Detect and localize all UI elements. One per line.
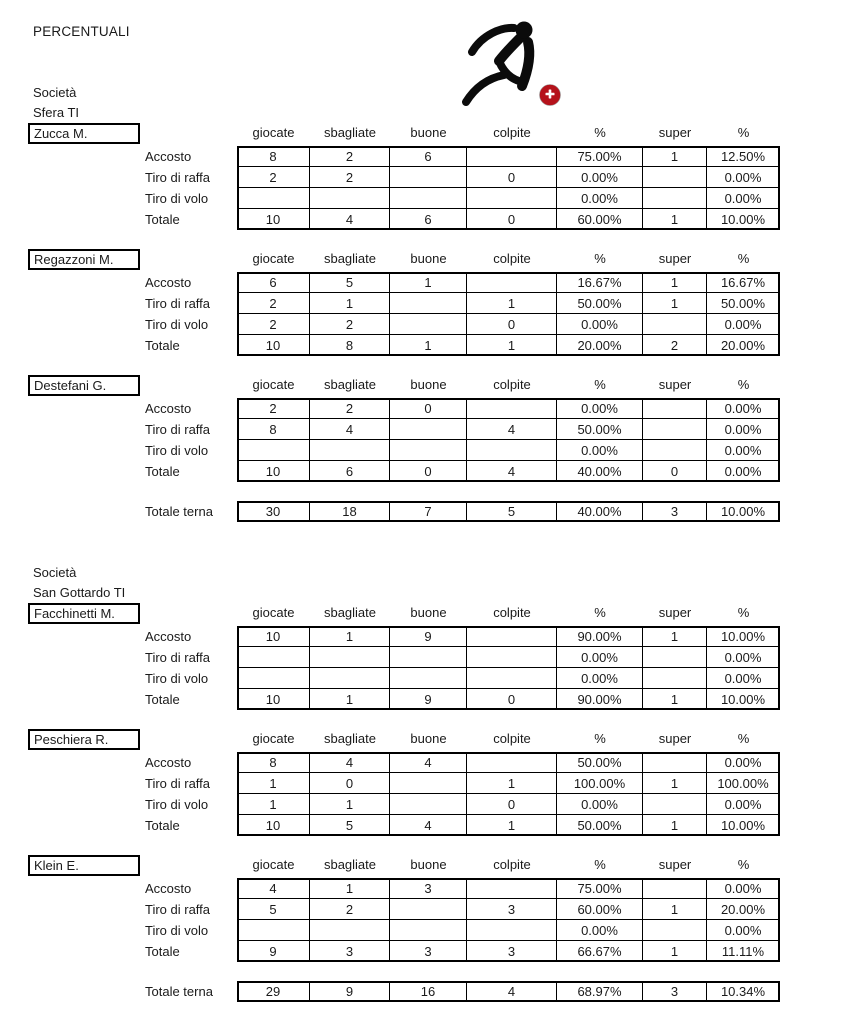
stat-cell [390, 794, 467, 815]
stat-cell: 9 [390, 689, 467, 710]
player-name-box: Facchinetti M. [28, 603, 140, 624]
stat-cell [237, 668, 310, 689]
stat-cell [643, 314, 707, 335]
total-stat-cell: 3 [643, 981, 707, 1002]
stat-cell [310, 440, 390, 461]
stat-cell [643, 440, 707, 461]
column-header: sbagliate [323, 857, 377, 872]
stat-cell: 66.67% [557, 941, 643, 962]
row-label: Accosto [145, 401, 192, 416]
stat-cell: 20.00% [707, 335, 780, 356]
stat-cell [390, 314, 467, 335]
stat-cell: 16.67% [707, 272, 780, 293]
stat-cell: 0.00% [707, 878, 780, 899]
stat-cell: 0.00% [707, 398, 780, 419]
stat-cell: 50.00% [557, 293, 643, 314]
player-stats-table [28, 123, 850, 230]
stat-cell: 1 [643, 146, 707, 167]
column-header: giocate [252, 125, 295, 140]
column-header: sbagliate [323, 731, 377, 746]
player-stats-table [28, 249, 850, 356]
society-name: San Gottardo TI [33, 585, 126, 600]
total-stat-cell: 30 [237, 501, 310, 522]
player-block [28, 729, 850, 836]
stat-cell: 3 [390, 878, 467, 899]
total-stat-cell: 40.00% [557, 501, 643, 522]
total-row-label: Totale terna [145, 504, 213, 519]
stat-cell [467, 752, 557, 773]
total-stat-cell: 29 [237, 981, 310, 1002]
stat-cell: 2 [643, 335, 707, 356]
player-name-box: Peschiera R. [28, 729, 140, 750]
stat-cell [467, 188, 557, 209]
row-label: Tiro di raffa [145, 650, 211, 665]
stat-cell: 4 [310, 752, 390, 773]
player-name-box: Klein E. [28, 855, 140, 876]
stat-cell: 4 [390, 752, 467, 773]
column-header: super [658, 857, 692, 872]
total-stat-cell: 10.00% [707, 501, 780, 522]
stat-cell: 1 [310, 878, 390, 899]
column-header: giocate [252, 251, 295, 266]
stat-cell: 0 [467, 209, 557, 230]
stat-cell [390, 440, 467, 461]
stat-cell: 8 [310, 335, 390, 356]
row-label: Tiro di raffa [145, 776, 211, 791]
stat-cell: 1 [390, 272, 467, 293]
stat-cell [237, 440, 310, 461]
stat-cell [390, 773, 467, 794]
stat-cell: 5 [310, 815, 390, 836]
stat-cell [390, 899, 467, 920]
stat-cell: 4 [467, 419, 557, 440]
stat-cell: 1 [237, 773, 310, 794]
column-header: sbagliate [323, 251, 377, 266]
player-name-box: Regazzoni M. [28, 249, 140, 270]
stat-cell: 10.00% [707, 689, 780, 710]
stat-cell: 20.00% [557, 335, 643, 356]
stat-cell [643, 878, 707, 899]
row-label: Tiro di volo [145, 671, 209, 686]
column-header: sbagliate [323, 605, 377, 620]
column-header: colpite [493, 605, 531, 620]
stat-cell: 0.00% [707, 794, 780, 815]
stat-cell: 4 [310, 419, 390, 440]
stat-cell: 1 [310, 293, 390, 314]
stat-cell: 0.00% [557, 794, 643, 815]
stat-cell: 3 [390, 941, 467, 962]
column-header: giocate [252, 377, 295, 392]
column-header: % [594, 251, 606, 266]
row-label: Accosto [145, 629, 192, 644]
society-block [28, 83, 850, 123]
stat-cell: 6 [310, 461, 390, 482]
stat-cell [643, 647, 707, 668]
row-label: Accosto [145, 275, 192, 290]
stat-cell: 10 [237, 815, 310, 836]
row-label: Totale [145, 338, 180, 353]
stat-cell: 0.00% [557, 920, 643, 941]
column-header: giocate [252, 731, 295, 746]
stat-cell: 75.00% [557, 878, 643, 899]
column-header: giocate [252, 857, 295, 872]
stat-cell: 0.00% [707, 920, 780, 941]
stat-cell [390, 920, 467, 941]
stat-cell: 10.00% [707, 209, 780, 230]
stat-cell: 4 [237, 878, 310, 899]
stat-cell: 0 [390, 398, 467, 419]
stat-cell: 0.00% [707, 461, 780, 482]
player-stats-table [28, 375, 850, 482]
stat-cell: 1 [467, 335, 557, 356]
row-label: Tiro di volo [145, 191, 209, 206]
player-stats-table [28, 729, 850, 836]
column-header: sbagliate [323, 377, 377, 392]
player-block [28, 123, 850, 230]
stat-cell: 1 [643, 815, 707, 836]
stat-cell: 0.00% [557, 398, 643, 419]
stat-cell [467, 626, 557, 647]
stat-cell [643, 419, 707, 440]
column-header: giocate [252, 605, 295, 620]
stat-cell [237, 647, 310, 668]
stat-cell: 5 [310, 272, 390, 293]
row-label: Tiro di volo [145, 923, 209, 938]
stat-cell [390, 167, 467, 188]
page-title: PERCENTUALI [33, 24, 130, 39]
stat-cell: 2 [237, 398, 310, 419]
stat-cell: 0.00% [707, 752, 780, 773]
stat-cell: 1 [643, 941, 707, 962]
player-block [28, 603, 850, 710]
row-label: Tiro di raffa [145, 422, 211, 437]
stat-cell: 0.00% [707, 419, 780, 440]
stat-cell: 11.11% [707, 941, 780, 962]
stat-cell: 0.00% [557, 440, 643, 461]
stat-cell: 2 [237, 293, 310, 314]
stat-cell: 2 [237, 167, 310, 188]
total-stat-cell: 9 [310, 981, 390, 1002]
stat-cell [643, 794, 707, 815]
stat-cell: 0 [467, 794, 557, 815]
total-stat-cell: 68.97% [557, 981, 643, 1002]
row-label: Accosto [145, 149, 192, 164]
column-header: super [658, 605, 692, 620]
column-header: % [594, 605, 606, 620]
stat-cell [310, 647, 390, 668]
stat-cell: 0.00% [707, 188, 780, 209]
row-label: Totale [145, 464, 180, 479]
row-label: Totale [145, 692, 180, 707]
stat-cell: 10.00% [707, 626, 780, 647]
column-header: % [737, 857, 750, 872]
stat-cell: 1 [643, 293, 707, 314]
stat-cell: 1 [390, 335, 467, 356]
player-block [28, 375, 850, 482]
stat-cell: 10 [237, 689, 310, 710]
stat-cell [390, 188, 467, 209]
stat-cell: 8 [237, 146, 310, 167]
stat-cell: 100.00% [557, 773, 643, 794]
stat-cell: 75.00% [557, 146, 643, 167]
stat-cell [643, 668, 707, 689]
stat-cell: 8 [237, 419, 310, 440]
team-total-row [28, 501, 850, 522]
stat-cell: 2 [310, 167, 390, 188]
stat-cell: 2 [310, 899, 390, 920]
stat-cell: 90.00% [557, 626, 643, 647]
row-label: Tiro di volo [145, 797, 209, 812]
stat-cell: 1 [643, 899, 707, 920]
stat-cell [390, 419, 467, 440]
column-header: % [594, 377, 606, 392]
society-block [28, 563, 850, 603]
stat-cell [390, 293, 467, 314]
stat-cell: 2 [310, 398, 390, 419]
column-header: super [658, 251, 692, 266]
player-block [28, 855, 850, 962]
stat-cell: 0.00% [557, 314, 643, 335]
stat-cell [390, 668, 467, 689]
stat-cell [237, 920, 310, 941]
stat-cell [467, 146, 557, 167]
row-label: Totale [145, 944, 180, 959]
column-header: % [594, 731, 606, 746]
total-stat-cell: 7 [390, 501, 467, 522]
row-label: Totale [145, 818, 180, 833]
stat-cell: 0.00% [557, 167, 643, 188]
total-stat-cell: 5 [467, 501, 557, 522]
row-label: Tiro di volo [145, 443, 209, 458]
column-header: buone [410, 125, 447, 140]
stat-cell [643, 398, 707, 419]
total-stat-cell: 18 [310, 501, 390, 522]
total-row-label: Totale terna [145, 984, 213, 999]
stat-cell: 3 [467, 899, 557, 920]
stat-cell: 0.00% [707, 314, 780, 335]
stat-cell: 9 [390, 626, 467, 647]
row-label: Tiro di raffa [145, 902, 211, 917]
column-header: buone [410, 857, 447, 872]
stat-cell: 10 [237, 209, 310, 230]
row-label: Tiro di raffa [145, 296, 211, 311]
column-header: colpite [493, 251, 531, 266]
stat-cell: 0 [467, 314, 557, 335]
stat-cell: 60.00% [557, 209, 643, 230]
stat-cell: 0.00% [707, 167, 780, 188]
total-stat-cell: 16 [390, 981, 467, 1002]
bocce-player-logo-icon [458, 18, 570, 108]
stat-cell [467, 878, 557, 899]
stat-cell [643, 188, 707, 209]
total-stat-cell: 3 [643, 501, 707, 522]
player-stats-table [28, 855, 850, 962]
stat-cell [310, 188, 390, 209]
column-header: buone [410, 251, 447, 266]
stat-cell: 100.00% [707, 773, 780, 794]
column-header: % [737, 125, 750, 140]
team-total-row [28, 981, 850, 1002]
stat-cell [467, 272, 557, 293]
stat-cell: 6 [237, 272, 310, 293]
stat-cell: 1 [237, 794, 310, 815]
stat-cell: 0.00% [557, 188, 643, 209]
stat-cell: 16.67% [557, 272, 643, 293]
stat-cell: 2 [310, 314, 390, 335]
stat-cell: 2 [310, 146, 390, 167]
stat-cell: 50.00% [557, 419, 643, 440]
stat-cell: 1 [643, 689, 707, 710]
stat-cell: 50.00% [707, 293, 780, 314]
column-header: colpite [493, 731, 531, 746]
stat-cell: 0 [310, 773, 390, 794]
stat-cell: 1 [643, 272, 707, 293]
stat-cell [643, 167, 707, 188]
player-block [28, 249, 850, 356]
player-stats-table [28, 603, 850, 710]
row-label: Accosto [145, 881, 192, 896]
stat-cell: 10 [237, 461, 310, 482]
stat-cell [643, 752, 707, 773]
stat-cell [643, 920, 707, 941]
stat-cell: 1 [467, 773, 557, 794]
stat-cell: 10.00% [707, 815, 780, 836]
stat-cell: 9 [237, 941, 310, 962]
stat-cell: 1 [310, 689, 390, 710]
column-header: colpite [493, 125, 531, 140]
stat-cell: 8 [237, 752, 310, 773]
stat-cell: 90.00% [557, 689, 643, 710]
stat-cell: 4 [467, 461, 557, 482]
stat-cell: 1 [643, 209, 707, 230]
stat-cell: 50.00% [557, 752, 643, 773]
stat-cell: 4 [390, 815, 467, 836]
society-label: Società [33, 565, 77, 580]
stat-cell: 0.00% [707, 647, 780, 668]
column-header: % [737, 377, 750, 392]
stat-cell [390, 647, 467, 668]
stat-cell: 0.00% [557, 668, 643, 689]
stat-cell: 60.00% [557, 899, 643, 920]
stat-cell: 6 [390, 146, 467, 167]
stat-cell: 0.00% [707, 668, 780, 689]
stat-cell: 6 [390, 209, 467, 230]
row-label: Accosto [145, 755, 192, 770]
stat-cell [310, 920, 390, 941]
stat-cell [467, 920, 557, 941]
column-header: buone [410, 731, 447, 746]
column-header: sbagliate [323, 125, 377, 140]
row-label: Tiro di raffa [145, 170, 211, 185]
stat-cell [237, 188, 310, 209]
stat-cell: 1 [643, 773, 707, 794]
stat-cell: 1 [643, 626, 707, 647]
stat-cell: 1 [467, 293, 557, 314]
stat-cell: 5 [237, 899, 310, 920]
column-header: % [737, 605, 750, 620]
stat-cell: 0 [467, 167, 557, 188]
stat-cell: 4 [310, 209, 390, 230]
stat-cell: 1 [310, 626, 390, 647]
column-header: super [658, 377, 692, 392]
stat-cell: 0 [643, 461, 707, 482]
player-head [516, 22, 533, 39]
stat-cell: 2 [237, 314, 310, 335]
stat-cell [467, 668, 557, 689]
stat-cell: 0 [390, 461, 467, 482]
stat-cell: 0.00% [707, 440, 780, 461]
stat-cell: 1 [310, 794, 390, 815]
total-stat-cell: 10.34% [707, 981, 780, 1002]
column-header: % [737, 251, 750, 266]
society-label: Società [33, 85, 77, 100]
stat-cell: 10 [237, 626, 310, 647]
stat-cell: 3 [467, 941, 557, 962]
stat-cell [467, 398, 557, 419]
column-header: colpite [493, 377, 531, 392]
stat-cell: 0.00% [557, 647, 643, 668]
stat-cell: 10 [237, 335, 310, 356]
stat-cell [310, 668, 390, 689]
stat-cell: 50.00% [557, 815, 643, 836]
stat-cell: 20.00% [707, 899, 780, 920]
column-header: % [594, 125, 606, 140]
column-header: colpite [493, 857, 531, 872]
stat-cell [467, 647, 557, 668]
total-stat-cell: 4 [467, 981, 557, 1002]
player-name-box: Destefani G. [28, 375, 140, 396]
column-header: super [658, 731, 692, 746]
row-label: Totale [145, 212, 180, 227]
stat-cell [467, 440, 557, 461]
column-header: buone [410, 377, 447, 392]
column-header: % [737, 731, 750, 746]
stat-cell: 12.50% [707, 146, 780, 167]
column-header: super [658, 125, 692, 140]
row-label: Tiro di volo [145, 317, 209, 332]
column-header: % [594, 857, 606, 872]
stat-cell: 1 [467, 815, 557, 836]
column-header: buone [410, 605, 447, 620]
stat-cell: 0 [467, 689, 557, 710]
player-name-box: Zucca M. [28, 123, 140, 144]
stat-cell: 40.00% [557, 461, 643, 482]
society-name: Sfera TI [33, 105, 80, 120]
stat-cell: 3 [310, 941, 390, 962]
